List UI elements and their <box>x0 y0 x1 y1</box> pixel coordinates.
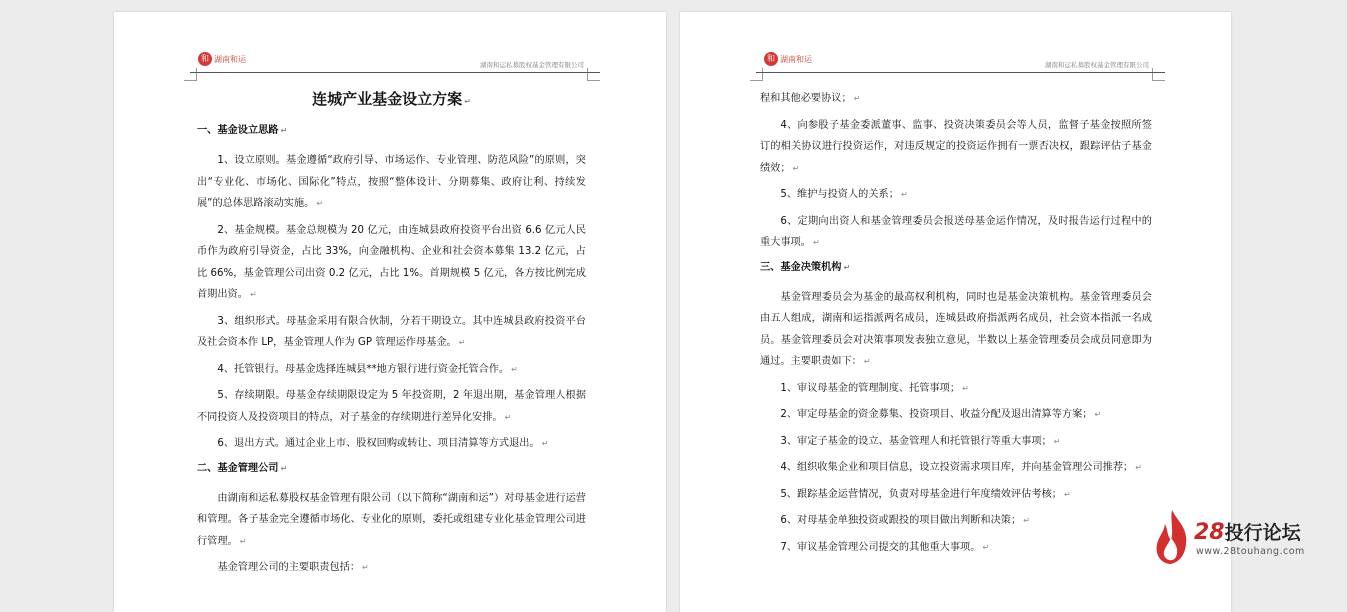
paragraph: 基金管理公司的主要职责包括： ↵ <box>217 562 369 573</box>
header-brand: 湖南和运 <box>780 55 812 64</box>
paragraph: 5、维护与投资人的关系； ↵ <box>780 189 908 200</box>
paragraph: 6、定期向出资人和基金管理委员会报送母基金运作情况，及时报告运行过程中的重大事项。 ↵ <box>760 215 1152 248</box>
company-logo-icon: 和 <box>764 52 778 66</box>
margin-corner-mark <box>750 68 763 81</box>
margin-corner-mark <box>1152 68 1165 81</box>
paragraph: 2、基金规模。基金总规模为 20 亿元，由连城县政府投资平台出资 6.6 亿元人民币作为政府引导资金，占比 33%，向金融机构、企业和社会资本募集 13.2 亿元，占比 66%，基金管理公司出资 0.2 亿元，占比 1%。首期规模 5 亿元，各方按比例完成首期出资。 ↵ <box>197 224 586 300</box>
paragraph: 6、退出方式。通过企业上市、股权回购或转让、项目清算等方式退出。 ↵ <box>217 438 549 449</box>
margin-corner-mark <box>184 68 197 81</box>
flame-icon <box>1152 508 1192 566</box>
paragraph: 5、跟踪基金运营情况，负责对母基金进行年度绩效评估考核； ↵ <box>780 488 1071 500</box>
paragraph: 7、审议基金管理公司提交的其他重大事项。 ↵ <box>780 541 990 553</box>
header-brand: 湖南和运 <box>214 55 246 64</box>
company-logo-icon: 和 <box>198 52 212 66</box>
document-page-1 <box>114 12 666 612</box>
document-page-2 <box>680 12 1231 612</box>
paragraph: 4、向参股子基金委派董事、监事、投资决策委员会等人员，监督子基金按照所签订的相关协议进行投资运作，对违反规定的投资运作拥有一票否决权，跟踪评估子基金绩效； ↵ <box>760 119 1152 174</box>
paragraph: 1、设立原则。基金遵循“政府引导、市场运作、专业管理、防范风险”的原则，突出“专业化、市场化、国际化”特点，按照“整体设计、分期募集、政府让利、持续发展”的总体思路滚动实施。 ↵ <box>197 155 586 209</box>
header-company: 湖南和运私募股权基金管理有限公司 <box>1045 61 1149 69</box>
margin-corner-mark <box>587 68 600 81</box>
section-heading: 一、基金设立思路 ↵ <box>197 125 288 136</box>
paragraph: 3、组织形式。母基金采用有限合伙制，分若干期设立。其中连城县政府投资平台及社会资本作 LP，基金管理人作为 GP 管理运作母基金。 ↵ <box>197 315 586 348</box>
paragraph: 基金管理委员会为基金的最高权利机构，同时也是基金决策机构。基金管理委员会由五人组成，湖南和运指派两名成员，连城县政府指派两名成员，社会资本指派一名成员。基金管理委员会对决策事项发表独立意见，半数以上基金管理委员会成员同意即为通过。主要职责如下： ↵ <box>760 291 1152 367</box>
page-header <box>680 50 1231 84</box>
paragraph: 1、审议母基金的管理制度、托管事项； ↵ <box>780 382 969 394</box>
paragraph: 由湖南和运私募股权基金管理有限公司（以下简称“湖南和运”）对母基金进行运营和管理。各子基金完全遵循市场化、专业化的原则，委托或组建专业化基金管理公司进行管理。 ↵ <box>197 492 586 547</box>
paragraph: 6、对母基金单独投资或跟投的项目做出判断和决策； ↵ <box>780 515 1030 526</box>
paragraph: 5、存续期限。母基金存续期限设定为 5 年投资期，2 年退出期，基金管理人根据不同投资人及投资项目的特点，对子基金的存续期进行差异化安排。 ↵ <box>197 390 586 423</box>
page-body[interactable] <box>760 88 1152 563</box>
watermark-title: 28投行论坛 <box>1194 520 1301 545</box>
forum-watermark <box>1152 508 1332 572</box>
header-rule <box>190 72 600 73</box>
header-company: 湖南和运私募股权基金管理有限公司 <box>480 61 584 69</box>
paragraph: 4、组织收集企业和项目信息，设立投资需求项目库，并向基金管理公司推荐； ↵ <box>780 462 1142 473</box>
section-heading: 三、基金决策机构 ↵ <box>760 261 851 273</box>
paragraph: 程和其他必要协议； ↵ <box>760 93 861 104</box>
page-header <box>114 50 666 84</box>
watermark-url: www.28touhang.com <box>1196 546 1305 557</box>
document-title: 连城产业基金设立方案 ↵ <box>312 90 471 108</box>
paragraph: 4、托管银行。母基金选择连城县**地方银行进行资金托管合作。 ↵ <box>217 363 518 375</box>
paragraph: 2、审定母基金的资金募集、投资项目、收益分配及退出清算等方案； ↵ <box>780 409 1102 420</box>
section-heading: 二、基金管理公司 ↵ <box>197 462 288 474</box>
page-body[interactable] <box>197 82 586 584</box>
header-rule <box>756 72 1165 73</box>
paragraph: 3、审定子基金的设立、基金管理人和托管银行等重大事项； ↵ <box>780 435 1061 447</box>
